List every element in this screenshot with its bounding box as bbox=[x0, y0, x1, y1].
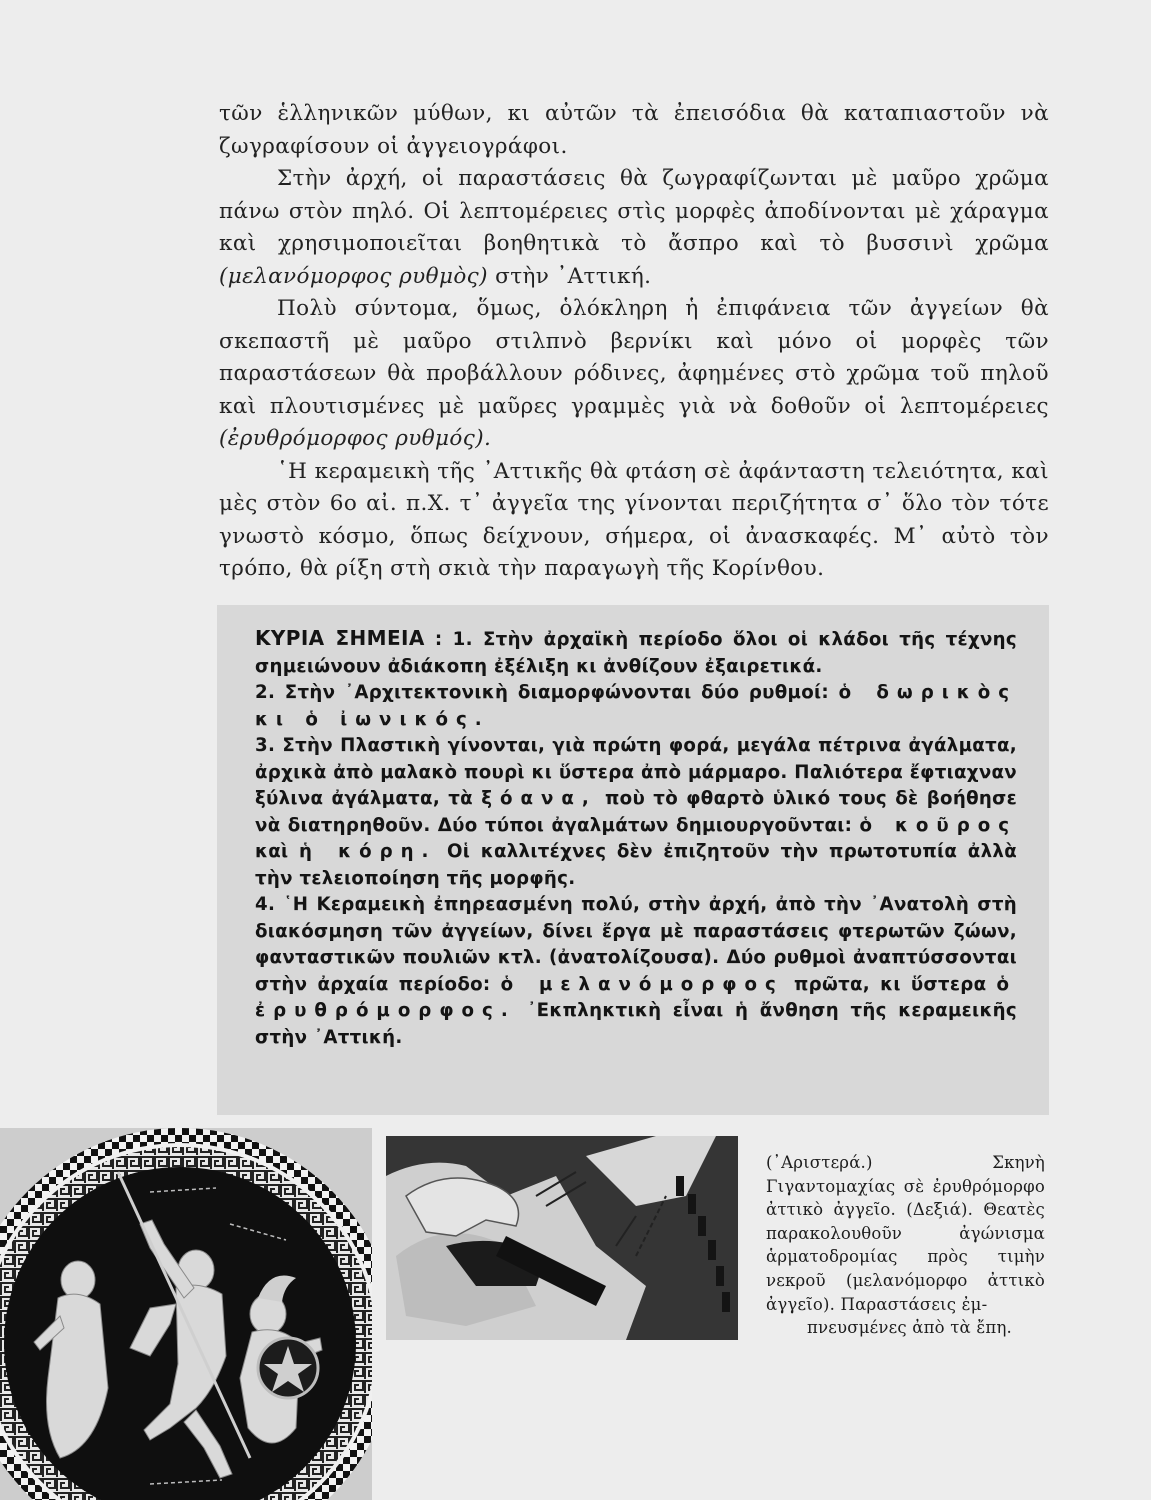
key-point-4 bbox=[255, 892, 1017, 1051]
key-point-2-text: 2. Στὴν ᾿Αρχιτεκτονικὴ διαμορφώνονται δύο ρυθμοί: bbox=[255, 682, 829, 703]
figure-caption bbox=[766, 1151, 1045, 1340]
key-point-2 bbox=[255, 680, 1017, 733]
key-point-4-melanomorphos: ὁ μελανόμορφος bbox=[500, 973, 784, 995]
paragraph-4-text: ῾Η κεραμεικὴ τῆς ᾿Αττικῆς θὰ φτάση σὲ ἀφάνταστη τελειότητα, καὶ μὲς στὸν 6ο αἰ. π.Χ. τ᾿ ἀγγεῖα της γίνονται περιζήτητα σ᾿ ὅλο τὸν τότε γνωστὸ κόσμο, ὅπως δείχνουν, σήμερα, οἱ ἀνασκαφές. Μ᾿ αὐτὸ τὸν τρόπο, θὰ ρίξη στὴ σκιὰ τὴν παραγωγὴ τῆς Κορίνθου. bbox=[219, 458, 1049, 581]
key-point-3-text-a: 3. Στὴν Πλαστικὴ γίνονται, γιὰ πρώτη φορά, μεγάλα πέτρινα ἀγάλματα, ἀρχικὰ ἀπὸ μαλακὸ πουρὶ κι ὕστερα ἀπὸ μάρμαρο. Παλιότερα ἔφτιαχναν ξύλινα ἀγάλματα, τὰ bbox=[255, 735, 1017, 809]
key-points-heading: ΚΥΡΙΑ ΣΗΜΕΙΑ bbox=[255, 626, 425, 650]
key-point-3 bbox=[255, 733, 1017, 892]
vase-fragment-illustration bbox=[386, 1136, 738, 1340]
key-point-4-text-a: 4. ῾Η Κεραμεικὴ ἐπηρεασμένη πολύ, στὴν ἀρχή, ἀπὸ τὴν ᾿Ανατολὴ στὴ διακόσμηση τῶν ἀγγείων, δίνει ἔργα μὲ παραστάσεις φτερωτῶν ζώων, φανταστικῶν πουλιῶν κτλ. (ἀνατολίζουσα). Δύο ρυθμοὶ ἀναπτύσσονται στὴν ἀρχαία περίοδο: bbox=[255, 894, 1017, 995]
key-point-3-text-b: ποὺ τὸ φθαρτὸ ὑλικό τους δὲ βοήθησε νὰ διατηρηθοῦν. Δύο τύποι ἀγαλμάτων δημιουργοῦνται: bbox=[255, 788, 1018, 836]
key-points-box bbox=[217, 605, 1049, 1115]
main-text bbox=[219, 98, 1049, 586]
key-point-4-text-b: πρῶτα, κι ὕστερα bbox=[793, 973, 987, 995]
paragraph-3-italic: (ἐρυθρόμορφος ρυθμός). bbox=[219, 426, 492, 451]
paragraph-2-italic: (μελανόμορφος ρυθμὸς) bbox=[219, 263, 488, 289]
key-points bbox=[255, 625, 1017, 1051]
paragraph-2 bbox=[219, 163, 1049, 293]
key-point-1-text: : 1. Στὴν ἀρχαϊκὴ περίοδο ὅλοι οἱ κλάδοι τῆς τέχνης σημειώνουν ἀδιάκοπη ἐξέλιξη κι ἀνθίζουν ἐξαιρετικά. bbox=[255, 629, 1017, 677]
key-point-3-kouros: ὁ κοῦρος bbox=[859, 814, 1017, 836]
caption-text: (᾿Αριστερά.) Σκηνὴ Γιγαντομαχίας σὲ ἐρυθρόμορφο ἀττικὸ ἀγγεῖο. (Δεξιά). Θεατὲς παρακολουθοῦν ἀγώνισμα ἁρματοδρομίας πρὸς τιμὴν νεκροῦ (μελανόμορφο ἀττικὸ ἀγγεῖο). Παραστάσεις ἐμ- bbox=[766, 1153, 1045, 1314]
key-point-3-text-c: Οἱ καλλιτέχνες δὲν ἐπιζητοῦν τὴν πρωτοτυπία ἀλλὰ τὴν τελειοποίηση τῆς μορφῆς. bbox=[255, 841, 1017, 889]
key-point-3-xoana: ξόανα, bbox=[481, 788, 597, 809]
paragraph-2-text: Στὴν ἀρχή, οἱ παραστάσεις θὰ ζωγραφίζωνται μὲ μαῦρο χρῶμα πάνω στὸν πηλό. Οἱ λεπτομέρειες στὶς μορφὲς ἀποδίνονται μὲ χάραγμα καὶ χρησιμοποιεῖται βοηθητικὰ τὸ ἄσπρο καὶ τὸ βυσσινὶ χρῶμα bbox=[219, 166, 1049, 256]
kylix-tondo-illustration bbox=[0, 1128, 372, 1500]
paragraph-1 bbox=[219, 98, 1049, 163]
caption-last-line: πνευσμένες ἀπὸ τὰ ἔπη. bbox=[807, 1318, 1012, 1338]
key-point-4-erythromorphos: ὁ ἐρυθρόμορφος. bbox=[255, 973, 1018, 1021]
paragraph-4 bbox=[219, 456, 1049, 586]
key-point-1 bbox=[255, 625, 1017, 680]
paragraph-3-text: Πολὺ σύντομα, ὅμως, ὁλόκληρη ἡ ἐπιφάνεια τῶν ἀγγείων θὰ σκεπαστῆ μὲ μαῦρο στιλπνὸ βερνίκι καὶ μόνο οἱ μορφὲς τῶν παραστάσεων θὰ προβάλλουν ρόδινες, ἀφημένες στὸ χρῶμα τοῦ πηλοῦ καὶ πλουτισμένες μὲ μαῦρες γραμμὲς γιὰ νὰ δοθοῦν οἱ λεπτομέρειες bbox=[219, 296, 1049, 419]
key-point-3-kore: ἡ κόρη. bbox=[298, 841, 437, 862]
gigantomachy-vase-photo bbox=[0, 1128, 372, 1500]
chariot-race-vase-fragment-photo bbox=[386, 1136, 738, 1340]
key-point-4-text-c: ᾿Εκπληκτικὴ εἶναι ἡ ἄνθηση τῆς κεραμεικῆς στὴν ᾿Αττική. bbox=[255, 1000, 1017, 1048]
paragraph-1-text: τῶν ἑλληνικῶν μύθων, κι αὐτῶν τὰ ἐπεισόδια θὰ καταπιαστοῦν νὰ ζωγραφίσουν οἱ ἀγγειογράφοι. bbox=[219, 101, 1049, 159]
paragraph-2-end: στὴν ᾿Αττική. bbox=[495, 263, 652, 289]
key-point-3-and: καὶ bbox=[255, 841, 289, 862]
paragraph-3 bbox=[219, 293, 1049, 456]
key-point-2-spaced: ὁ δωρικὸς κι ὁ ἰωνικός. bbox=[255, 682, 1018, 730]
